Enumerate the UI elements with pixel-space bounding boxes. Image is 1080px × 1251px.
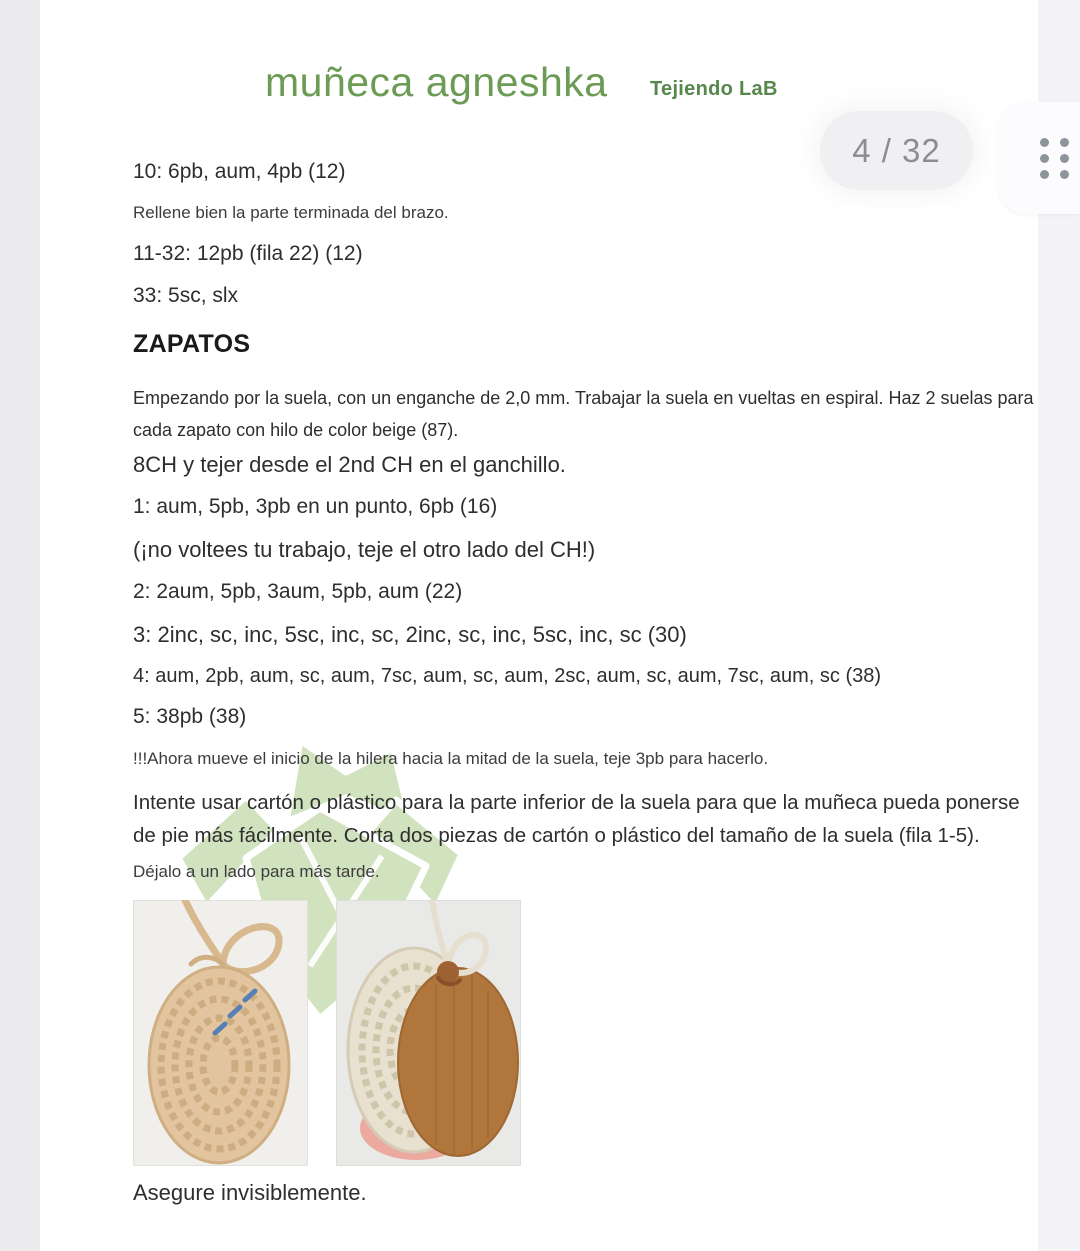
page-actions-card (998, 102, 1080, 214)
text-line: Déjalo a un lado para más tarde. (133, 862, 380, 881)
grid-dots-icon (1040, 138, 1049, 147)
page-title: muñeca agneshka (265, 59, 608, 105)
text-line: Empezando por la suela, con un enganche de 2,0 mm. Trabajar la suela en vueltas en espiral. Haz 2 suelas para (133, 388, 1034, 408)
text-line: Intente usar cartón o plástico para la parte inferior de la suela para que la muñeca pueda ponerse (133, 791, 1020, 814)
text-line: 2: 2aum, 5pb, 3aum, 5pb, aum (22) (133, 580, 463, 603)
page-indicator: 4 / 32 (820, 111, 973, 190)
text-line: 5: 38pb (38) (133, 705, 247, 728)
section-heading: ZAPATOS (133, 330, 251, 358)
brand-label: Tejiendo LaB (650, 78, 778, 100)
text-line: 3: 2inc, sc, inc, 5sc, inc, sc, 2inc, sc, inc, 5sc, inc, sc (30) (133, 622, 687, 647)
text-line: !!!Ahora mueve el inicio de la hilera hacia la mitad de la suela, teje 3pb para hacerlo. (133, 749, 769, 768)
text-line: 4: aum, 2pb, aum, sc, aum, 7sc, aum, sc, aum, 2sc, aum, sc, aum, 7sc, aum, sc (38) (133, 665, 882, 687)
photo-crochet-sole-with-yarn-loop (133, 900, 308, 1166)
text-line: 1: aum, 5pb, 3pb en un punto, 6pb (16) (133, 495, 498, 518)
text-line: 33: 5sc, slx (133, 284, 239, 307)
text-line: de pie más fácilmente. Corta dos piezas de cartón o plástico del tamaño de la suela (fila 1-5). (133, 824, 980, 847)
grid-dots-button[interactable] (1040, 138, 1069, 179)
text-line: 8CH y tejer desde el 2nd CH en el ganchillo. (133, 452, 566, 477)
text-line: Asegure invisiblemente. (133, 1180, 367, 1205)
text-line: cada zapato con hilo de color beige (87). (133, 420, 459, 440)
text-line: (¡no voltees tu trabajo, teje el otro lado del CH!) (133, 537, 596, 562)
photo-crochet-sole-with-cardboard-oval (336, 900, 521, 1166)
text-line: 10: 6pb, aum, 4pb (12) (133, 160, 346, 183)
text-line: Rellene bien la parte terminada del brazo. (133, 203, 449, 222)
text-line: 11-32: 12pb (fila 22) (12) (133, 242, 363, 265)
left-gutter (0, 0, 40, 1251)
